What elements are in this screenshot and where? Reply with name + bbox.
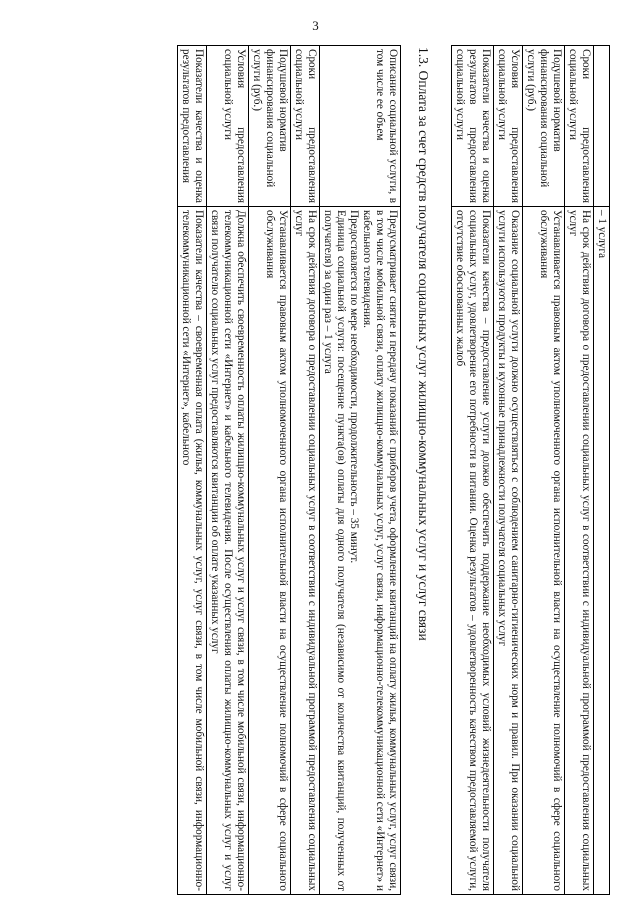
table-row — [594, 46, 610, 895]
table-row — [207, 46, 249, 895]
table-cell-label: Условия предоставления социальной услуги — [207, 46, 249, 207]
page-number: 3 — [312, 18, 319, 33]
table-cell-label: Подушевой норматив финансирования социальной услуги (руб.) — [249, 46, 291, 207]
table-cell-text: Оказание социальной услуги должно осуществляться с соблюдением санитарно-гигиенических норм и правил. При оказании социальной услуги используются продукты и кухонные принадлежности получателя социальных услуг — [494, 207, 523, 895]
table-cell-label: Показатели качества и оценка результатов предоставления социальной услуги — [452, 46, 494, 207]
table-row — [291, 46, 320, 895]
services-table-2 — [177, 45, 401, 895]
table-cell-label — [594, 46, 610, 207]
table-cell-text: Показатели качества – предоставление услуги должно обеспечить поддержание необходимых условий жизнедеятельности получателя социальных услуг, удовлетворение его потребности в питании. Оценка результатов – удовлетворенность качеством предоставляемой услуги, отсутствие обоснованных жалоб — [452, 207, 494, 895]
table-cell-text: На срок действия договора о предоставлении социальных услуг в соответствии с индивидуальной программой предоставления социальных услуг — [291, 207, 320, 895]
paragraph: Предоставляется по мере необходимости, продолжительность – 35 минут. — [348, 210, 360, 564]
table-cell-text: Показатели качества – своевременная оплата (жилья, коммунальных услуг, услуг связи, в том числе мобильной связи, информационно-телекоммуникационной сети «Интернет», кабельного — [178, 207, 207, 895]
table-row — [320, 46, 401, 895]
table-cell-label: Условия предоставления социальной услуги — [494, 46, 523, 207]
rotated-page-content — [20, 45, 610, 895]
table-row — [565, 46, 594, 895]
table-cell-text: – 1 услуга — [594, 207, 610, 895]
table-cell-label: Сроки предоставления социальной услуги — [291, 46, 320, 207]
table-row — [178, 46, 207, 895]
table-cell-text: Должна обеспечить своевременность оплаты жилищно-коммунальных услуг и услуг связи, в том числе мобильной связи, информационно-телекоммуникационной сети «Интернет» и кабельного телевидения. После осуществления оплаты жилищно-коммунальных услуг и услуг связи получателю социальных услуг предоставляются квитанции об оплате указанных услуг — [207, 207, 249, 895]
table-cell-text: Устанавливается правовым актом уполномоченного органа исполнительной власти на осуществление полномочий в сфере социального обслуживания — [523, 207, 565, 895]
table-row — [494, 46, 523, 895]
paragraph: Единица социальной услуги: посещение пункта(ов) оплаты для одного получателя (независимо от количества квитанций, полученных от получателя) за один раз – 1 услуга — [322, 210, 347, 891]
table-cell-label: Описание социальной услуги, в том числе ее объем — [320, 46, 401, 207]
table-cell-label: Подушевой норматив финансирования социальной услуги (руб.) — [523, 46, 565, 207]
table-row — [452, 46, 494, 895]
table-row — [249, 46, 291, 895]
table-cell-label: Показатели качества и оценка результатов предоставления — [178, 46, 207, 207]
services-table-1 — [451, 45, 610, 895]
table-cell-text — [320, 207, 401, 895]
table-row — [523, 46, 565, 895]
paragraph: Предусматривает снятие и передачу показаний с приборов учета, оформление квитанций на оплату жилья, коммунальных услуг, услуг связи, в том числе мобильной связи, оплату жилищно-коммунальных услуг, услуг связи, информационно-телекоммуникационной сети «Интернет» и кабельного телевидения. — [361, 210, 399, 891]
section-heading: 1.3. Оплата за счет средств получателя социальных услуг жилищно-коммунальных услуг и услуг связи — [416, 47, 431, 641]
table-cell-text: Устанавливается правовым актом уполномоченного органа исполнительной власти на осуществление полномочий в сфере социального обслуживания — [249, 207, 291, 895]
table-cell-text: На срок действия договора о предоставлении социальных услуг в соответствии с индивидуальной программой предоставления социальных услуг — [565, 207, 594, 895]
table-cell-label: Сроки предоставления социальной услуги — [565, 46, 594, 207]
